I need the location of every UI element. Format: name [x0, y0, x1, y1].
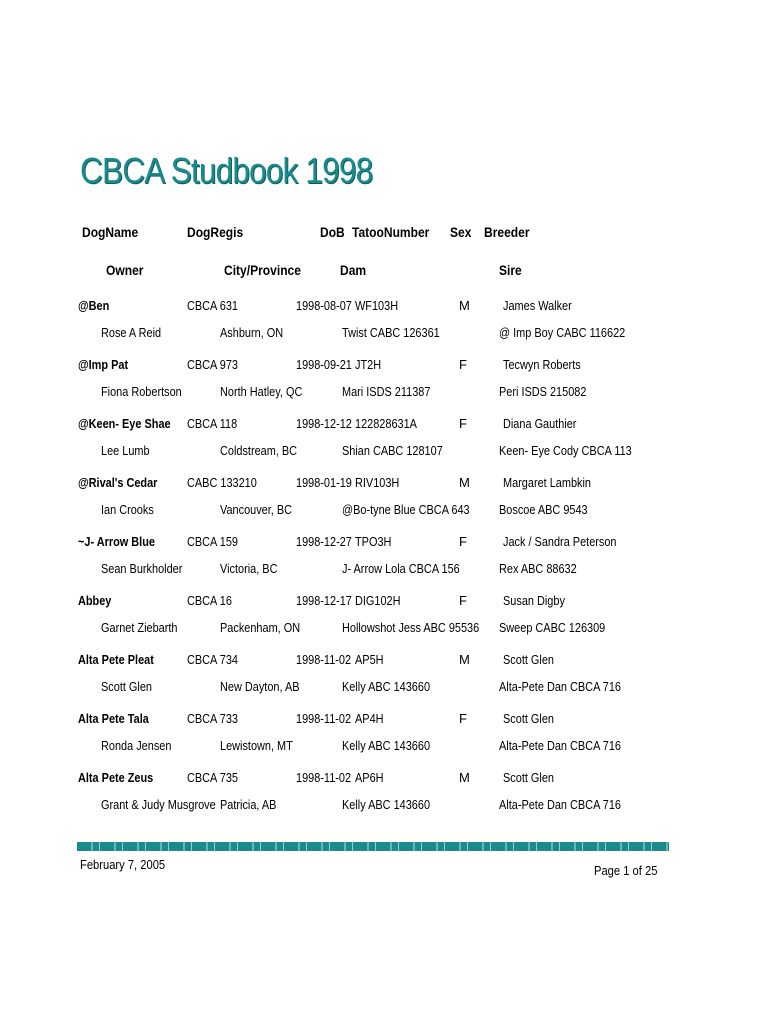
footer-divider — [77, 842, 669, 851]
record-sex: F — [459, 534, 467, 549]
record-city: Lewistown, MT — [220, 738, 293, 753]
record-sex: M — [459, 298, 470, 313]
record-regis: CBCA 16 — [187, 593, 232, 608]
record-breeder: Margaret Lambkin — [503, 475, 592, 490]
record-regis: CBCA 735 — [187, 770, 238, 785]
record-dob: 1998-01-19 — [296, 475, 352, 490]
record-sex: F — [459, 357, 467, 372]
footer-page-number: Page 1 of 25 — [594, 863, 658, 878]
record-tatoo: JT2H — [355, 357, 382, 372]
record-name: Alta Pete Zeus — [78, 770, 154, 785]
record-name: @Keen- Eye Shae — [78, 416, 171, 431]
record-tatoo: RIV103H — [355, 475, 400, 490]
record-owner: Lee Lumb — [101, 443, 150, 458]
record-sex: M — [459, 475, 470, 490]
record-tatoo: 122828631A — [355, 416, 417, 431]
record-city: Ashburn, ON — [220, 325, 284, 340]
record-dam: Kelly ABC 143660 — [342, 679, 431, 694]
record-city: Victoria, BC — [220, 561, 278, 576]
record-breeder: Scott Glen — [503, 711, 554, 726]
record-owner: Grant & Judy Musgrove — [101, 797, 216, 812]
record-tatoo: AP4H — [355, 711, 384, 726]
record-owner: Ronda Jensen — [101, 738, 172, 753]
record-sex: F — [459, 593, 467, 608]
record-sire: Keen- Eye Cody CBCA 113 — [499, 443, 632, 458]
record-sire: @ Imp Boy CABC 116622 — [499, 325, 626, 340]
record-dam: Hollowshot Jess ABC 95536 — [342, 620, 480, 635]
record-owner: Ian Crooks — [101, 502, 154, 517]
record-dob: 1998-11-02 — [296, 652, 352, 667]
record-sex: M — [459, 652, 470, 667]
record-dob: 1998-11-02 — [296, 711, 352, 726]
record-city: Coldstream, BC — [220, 443, 298, 458]
header-dogname: DogName — [82, 224, 139, 240]
record-sire: Sweep CABC 126309 — [499, 620, 606, 635]
record-breeder: James Walker — [503, 298, 572, 313]
header-dob: DoB — [320, 224, 345, 240]
record-dam: Mari ISDS 211387 — [342, 384, 431, 399]
record-dam: Twist CABC 126361 — [342, 325, 440, 340]
record-name: ~J- Arrow Blue — [78, 534, 155, 549]
record-sex: F — [459, 711, 467, 726]
record-regis: CBCA 118 — [187, 416, 238, 431]
record-dob: 1998-09-21 — [296, 357, 352, 372]
record-dam: Shian CABC 128107 — [342, 443, 443, 458]
record-breeder: Jack / Sandra Peterson — [503, 534, 617, 549]
record-dob: 1998-08-07 — [296, 298, 352, 313]
record-name: Abbey — [78, 593, 112, 608]
record-name: Alta Pete Pleat — [78, 652, 154, 667]
record-name: @Ben — [78, 298, 110, 313]
record-tatoo: TPO3H — [355, 534, 392, 549]
record-sire: Boscoe ABC 9543 — [499, 502, 588, 517]
record-city: Patricia, AB — [220, 797, 277, 812]
header-city: City/Province — [224, 262, 301, 278]
record-tatoo: DIG102H — [355, 593, 401, 608]
record-tatoo: AP5H — [355, 652, 384, 667]
header-sire: Sire — [499, 262, 522, 278]
record-dam: @Bo-tyne Blue CBCA 643 — [342, 502, 470, 517]
record-dam: Kelly ABC 143660 — [342, 797, 431, 812]
record-breeder: Scott Glen — [503, 770, 554, 785]
record-sire: Alta-Pete Dan CBCA 716 — [499, 797, 622, 812]
record-sire: Peri ISDS 215082 — [499, 384, 587, 399]
record-sire: Alta-Pete Dan CBCA 716 — [499, 738, 622, 753]
record-owner: Garnet Ziebarth — [101, 620, 178, 635]
record-city: Vancouver, BC — [220, 502, 293, 517]
record-dam: Kelly ABC 143660 — [342, 738, 431, 753]
record-breeder: Scott Glen — [503, 652, 554, 667]
record-regis: CBCA 734 — [187, 652, 238, 667]
record-regis: CBCA 631 — [187, 298, 238, 313]
record-dob: 1998-11-02 — [296, 770, 352, 785]
record-dob: 1998-12-17 — [296, 593, 352, 608]
record-sex: F — [459, 416, 467, 431]
page-title: CBCA Studbook 1998 — [80, 150, 373, 191]
record-city: New Dayton, AB — [220, 679, 300, 694]
record-owner: Scott Glen — [101, 679, 152, 694]
record-city: North Hatley, QC — [220, 384, 303, 399]
header-dogregis: DogRegis — [187, 224, 244, 240]
record-tatoo: AP6H — [355, 770, 384, 785]
header-owner: Owner — [106, 262, 144, 278]
record-regis: CBCA 733 — [187, 711, 238, 726]
record-dob: 1998-12-27 — [296, 534, 352, 549]
footer-date: February 7, 2005 — [80, 857, 166, 872]
record-owner: Fiona Robertson — [101, 384, 182, 399]
record-breeder: Tecwyn Roberts — [503, 357, 581, 372]
header-breeder: Breeder — [484, 224, 530, 240]
record-breeder: Susan Digby — [503, 593, 565, 608]
record-dam: J- Arrow Lola CBCA 156 — [342, 561, 460, 576]
record-sex: M — [459, 770, 470, 785]
record-name: @Rival's Cedar — [78, 475, 158, 490]
record-tatoo: WF103H — [355, 298, 399, 313]
record-owner: Sean Burkholder — [101, 561, 183, 576]
header-sex: Sex — [450, 224, 472, 240]
record-name: Alta Pete Tala — [78, 711, 149, 726]
record-regis: CABC 133210 — [187, 475, 257, 490]
record-sire: Rex ABC 88632 — [499, 561, 577, 576]
header-tatoo: TatooNumber — [352, 224, 430, 240]
record-sire: Alta-Pete Dan CBCA 716 — [499, 679, 622, 694]
record-regis: CBCA 973 — [187, 357, 238, 372]
record-city: Packenham, ON — [220, 620, 301, 635]
record-owner: Rose A Reid — [101, 325, 162, 340]
header-dam: Dam — [340, 262, 367, 278]
record-breeder: Diana Gauthier — [503, 416, 577, 431]
record-name: @Imp Pat — [78, 357, 129, 372]
record-regis: CBCA 159 — [187, 534, 238, 549]
record-dob: 1998-12-12 — [296, 416, 352, 431]
